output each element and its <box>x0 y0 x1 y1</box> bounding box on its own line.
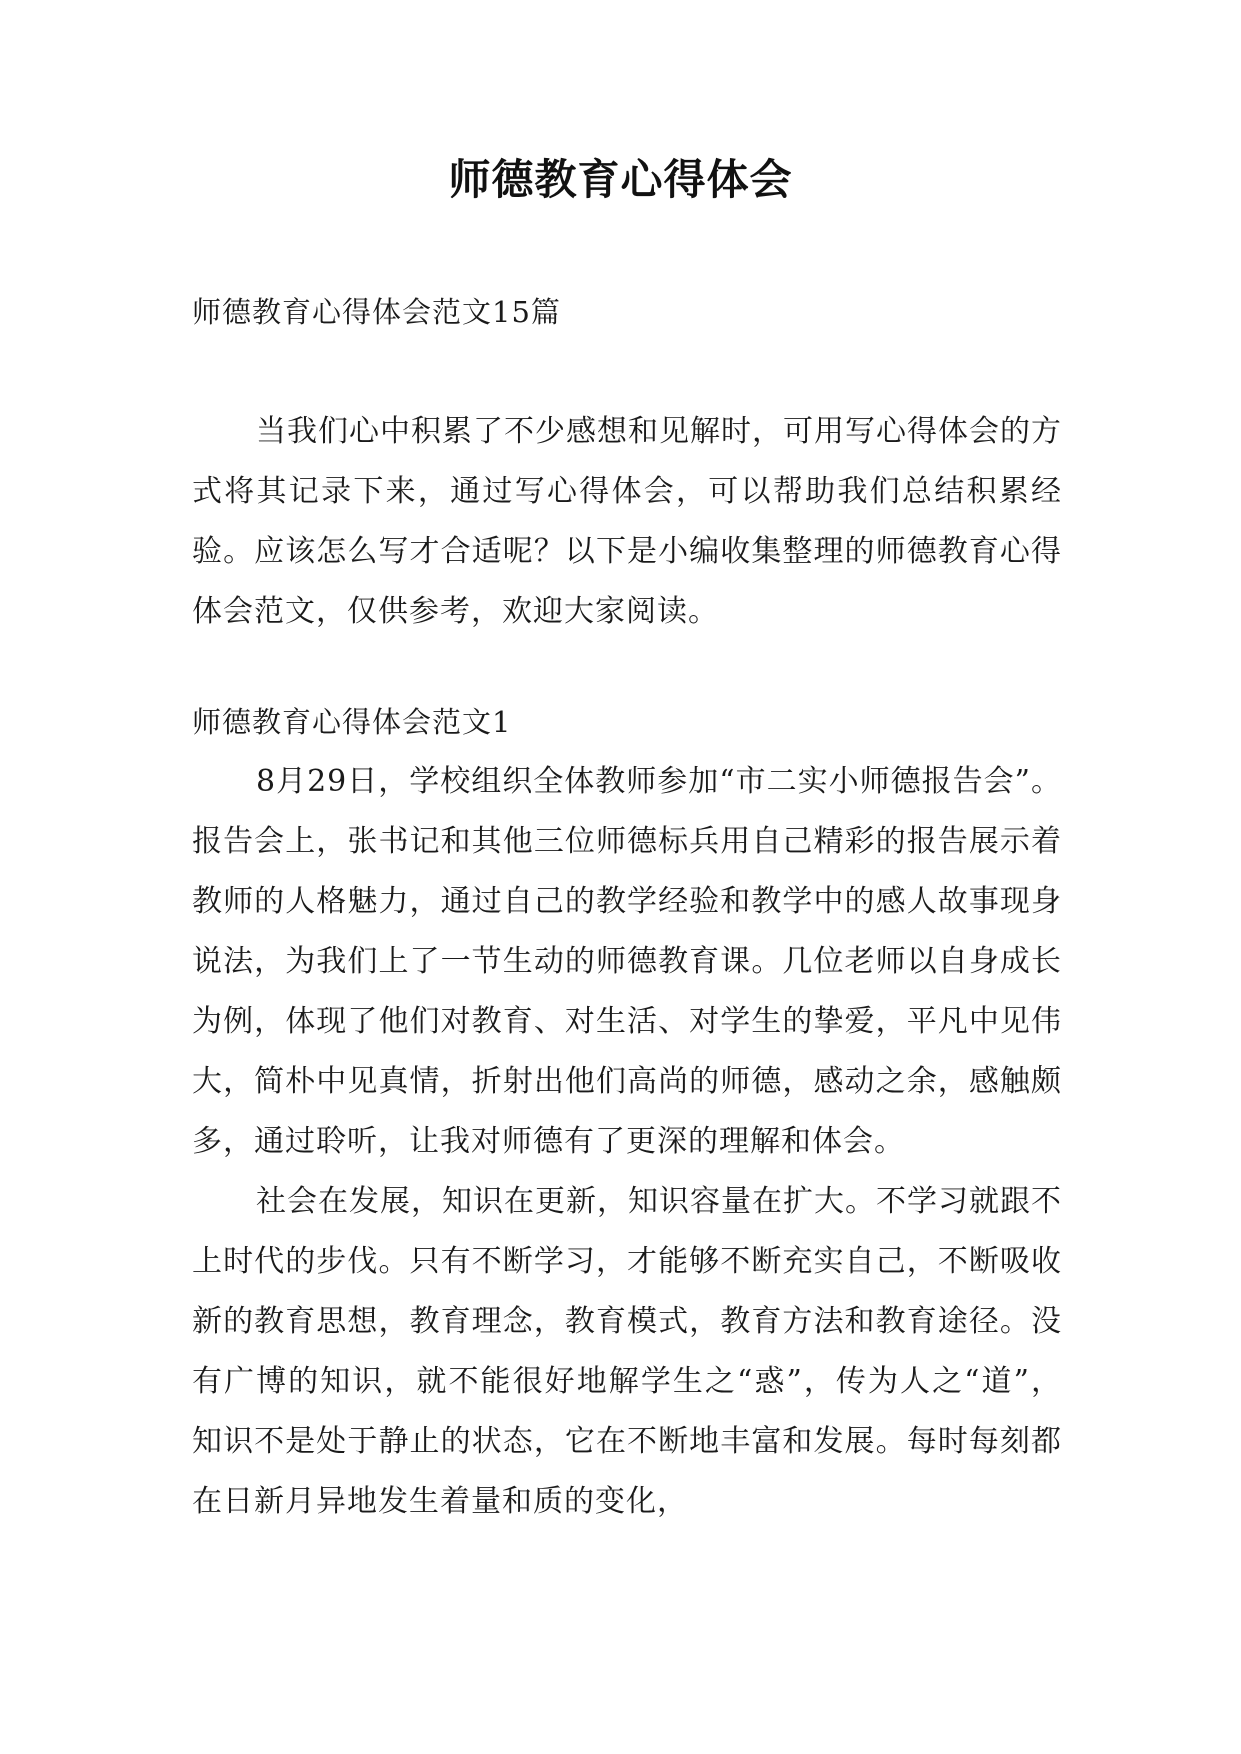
section-body <box>192 752 1062 1532</box>
document-title: 师德教育心得体会 <box>448 155 793 204</box>
document-subtitle: 师德教育心得体会范文15篇 <box>192 295 561 329</box>
body-paragraph: 社会在发展，知识在更新，知识容量在扩大。不学习就跟不上时代的步伐。只有不断学习，才能够不断充实自己，不断吸收新的教育思想，教育理念，教育模式，教育方法和教育途径。没有广博的知识，就不能很好地解学生之“惑”，传为人之“道”，知识不是处于静止的状态，它在不断地丰富和发展。每时每刻都在日新月异地发生着量和质的变化， <box>192 1184 1062 1519</box>
section-heading: 师德教育心得体会范文1 <box>192 705 512 739</box>
intro-paragraph: 当我们心中积累了不少感想和见解时，可用写心得体会的方式将其记录下来，通过写心得体会，可以帮助我们总结积累经验。应该怎么写才合适呢？以下是小编收集整理的师德教育心得体会范文，仅供参考，欢迎大家阅读。 <box>192 414 1062 629</box>
body-paragraph: 8月29日，学校组织全体教师参加“市二实小师德报告会”。报告会上，张书记和其他三位师德标兵用自己精彩的报告展示着教师的人格魅力，通过自己的教学经验和教学中的感人故事现身说法，为我们上了一节生动的师德教育课。几位老师以自身成长为例，体现了他们对教育、对生活、对学生的挚爱，平凡中见伟大，简朴中见真情，折射出他们高尚的师德，感动之余，感触颇多，通过聆听，让我对师德有了更深的理解和体会。 <box>192 764 1062 1159</box>
